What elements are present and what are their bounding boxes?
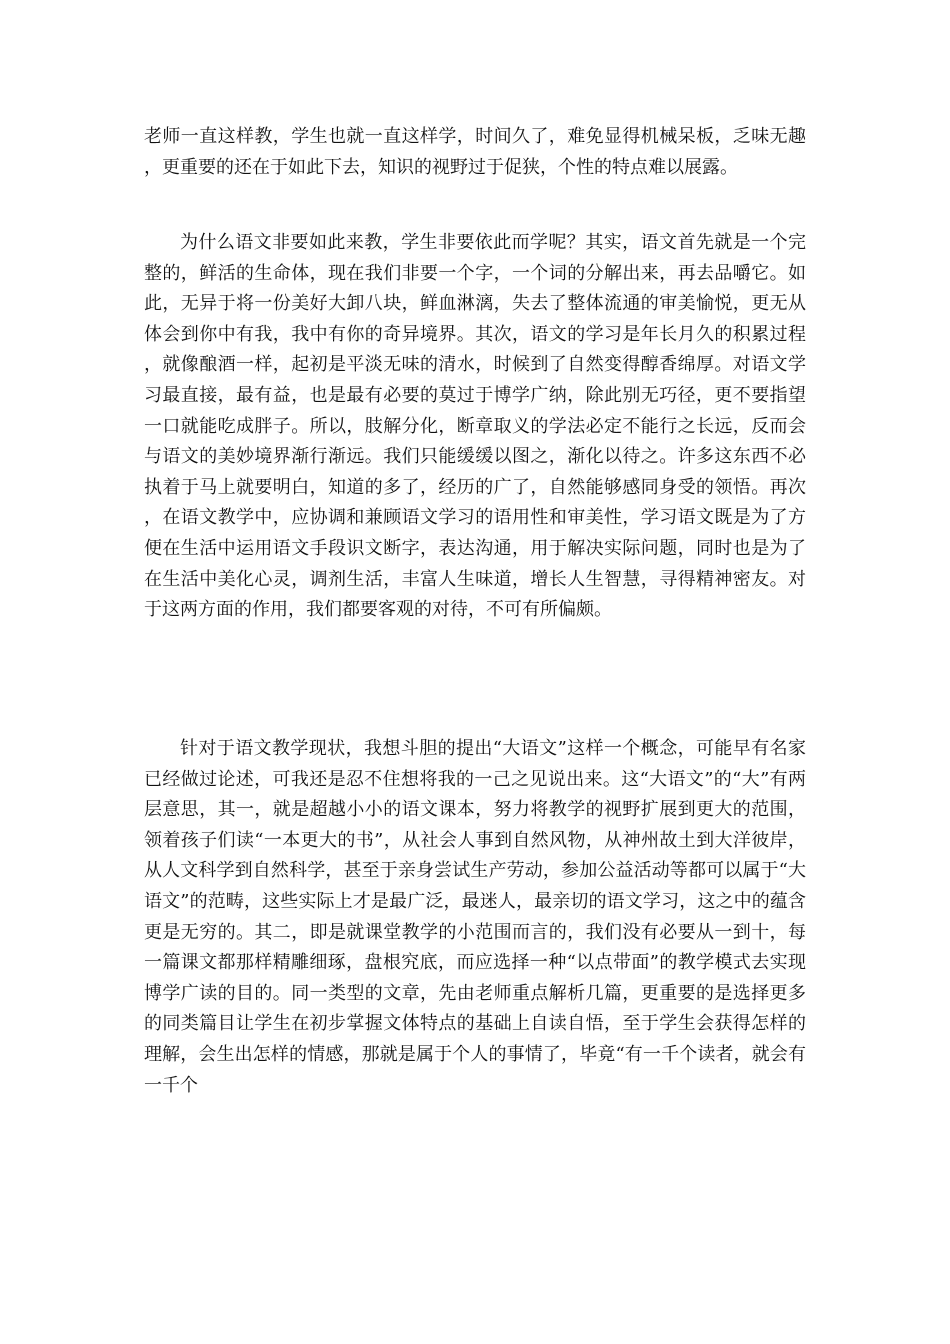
paragraph-why-teach-this-way: 为什么语文非要如此来教，学生非要依此而学呢？其实，语文首先就是一个完整的，鲜活的生命体，现在我们非要一个字，一个词的分解出来，再去品嚼它。如此，无异于将一份美好大卸八块，鲜血淋漓，失去了整体流通的审美愉悦，更无从体会到你中有我，我中有你的奇异境界。其次，语文的学习是年长月久的积累过程，就像酿酒一样，起初是平淡无味的清水，时候到了自然变得醇香绵厚。对语文学习最直接，最有益，也是最有必要的莫过于博学广纳，除此别无巧径，更不要指望一口就能吃成胖子。所以，肢解分化，断章取义的学法必定不能行之长远，反而会与语文的美妙境界渐行渐远。我们只能缓缓以图之，渐化以待之。许多这东西不必执着于马上就要明白，知道的多了，经历的广了，自然能够感同身受的领悟。再次，在语文教学中，应协调和兼顾语文学习的语用性和审美性，学习语文既是为了方便在生活中运用语文手段识文断字，表达沟通，用于解决实际问题，同时也是为了在生活中美化心灵，调剂生活，丰富人生味道，增长人生智慧，寻得精神密友。对于这两方面的作用，我们都要客观的对待，不可有所偏颇。 bbox=[144, 232, 806, 621]
paragraph-big-chinese-concept: 针对于语文教学现状，我想斗胆的提出“大语文”这样一个概念，可能早有名家已经做过论述，可我还是忍不住想将我的一己之见说出来。这“大语文”的“大”有两层意思，其一，就是超越小小的语文课本，努力将教学的视野扩展到更大的范围，领着孩子们读“一本更大的书”，从社会人事到自然风物，从神州故土到大洋彼岸，从人文科学到自然科学，甚至于亲身尝试生产劳动，参加公益活动等都可以属于“大语文”的范畴，这些实际上才是最广泛，最迷人，最亲切的语文学习，这之中的蕴含更是无穷的。其二，即是就课堂教学的小范围而言的，我们没有必要从一到十，每一篇课文都那样精雕细琢，盘根究底，而应选择一种“以点带面”的教学模式去实现博学广读的目的。同一类型的文章，先由老师重点解析几篇，更重要的是选择更多的同类篇目让学生在初步掌握文体特点的基础上自读自悟，至于学生会获得怎样的理解，会生出怎样的情感，那就是属于个人的事情了，毕竟“有一千个读者，就会有一千个 bbox=[144, 738, 806, 1096]
paragraph-continuation: 老师一直这样教，学生也就一直这样学，时间久了，难免显得机械呆板，乏味无趣，更重要的还在于如此下去，知识的视野过于促狭，个性的特点难以展露。 bbox=[144, 126, 806, 178]
